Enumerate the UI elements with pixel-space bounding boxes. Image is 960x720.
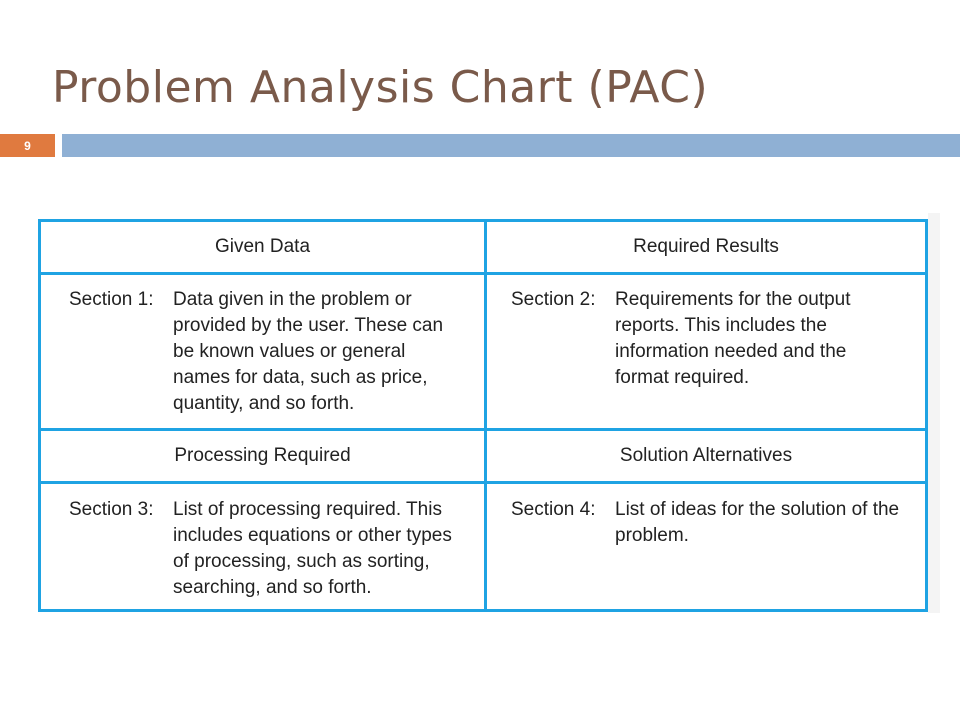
table-edge-shadow xyxy=(928,213,940,613)
section-4-cell xyxy=(511,497,921,549)
header-processing-required: Processing Required xyxy=(174,445,351,466)
header-required-results: Required Results xyxy=(633,236,779,257)
section-3-cell xyxy=(69,497,479,601)
section-2-text: Requirements for the output reports. This includes the information needed and the format required. xyxy=(615,289,851,388)
section-3-text: List of processing required. This includes equations or other types of processing, such as sorting, searching, and so forth. xyxy=(173,499,452,598)
section-1-text: Data given in the problem or provided by the user. These can be known values or general names for data, such as price, quantity, and so forth. xyxy=(173,289,444,414)
section-2-label: Section 2: xyxy=(511,289,596,310)
column-divider xyxy=(484,222,487,609)
section-4-text: List of ideas for the solution of the problem. xyxy=(615,499,900,546)
header-given-data: Given Data xyxy=(214,236,311,257)
section-3-label: Section 3: xyxy=(69,499,154,520)
section-4-label: Section 4: xyxy=(511,499,596,520)
section-1-label: Section 1: xyxy=(69,289,154,310)
row-divider xyxy=(41,272,925,275)
section-2-cell xyxy=(511,287,921,391)
problem-analysis-chart xyxy=(38,219,928,612)
row-divider xyxy=(41,481,925,484)
header-bar xyxy=(62,134,960,157)
slide-title: Problem Analysis Chart (PAC) xyxy=(52,62,709,113)
header-solution-alternatives: Solution Alternatives xyxy=(619,445,793,466)
section-1-cell xyxy=(69,287,479,417)
page-number-badge: 9 xyxy=(0,134,55,157)
